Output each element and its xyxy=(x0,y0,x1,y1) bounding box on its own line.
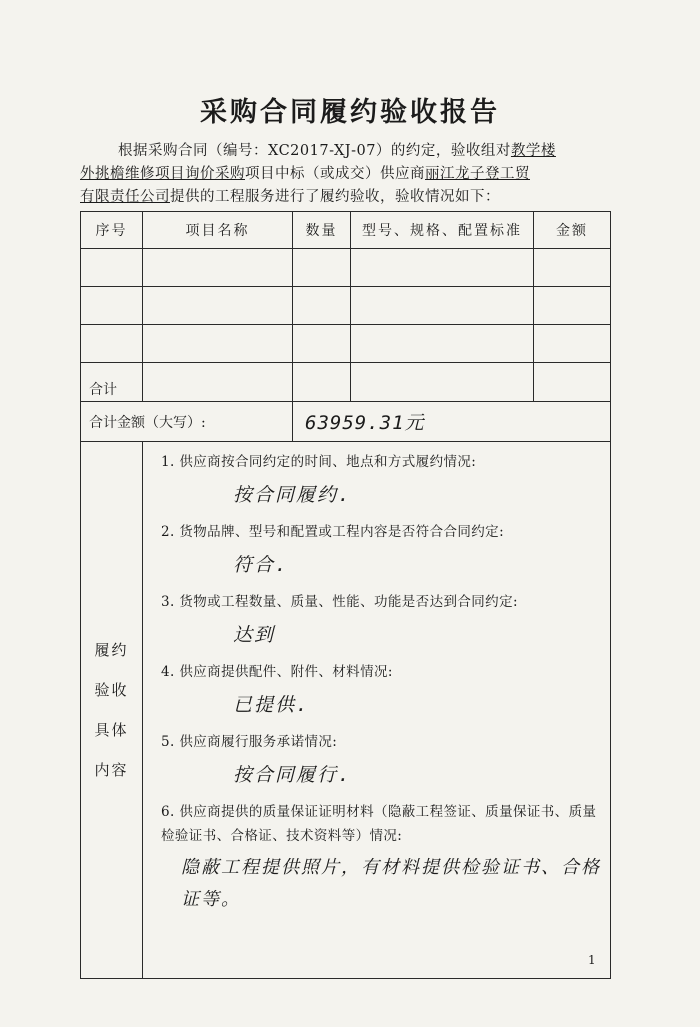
intro-line-1 xyxy=(80,140,615,163)
details-row xyxy=(81,442,611,979)
intro-line-2 xyxy=(80,163,615,186)
intro-line-3 xyxy=(80,186,615,209)
question-2: 2. 货物品牌、型号和配置或工程内容是否符合合同约定: xyxy=(161,524,505,540)
question-6: 6. 供应商提供的质量保证证明材料（隐蔽工程签证、质量保证书、质量检验证书、合格证、技术资料等）情况: xyxy=(161,804,597,844)
supplier-name-underlined: 有限责任公司 xyxy=(80,189,170,205)
intro-text: 项目中标（或成交）供应商 xyxy=(245,166,425,182)
project-name-underlined: 教学楼 xyxy=(510,143,556,159)
table-row xyxy=(81,325,611,363)
total-amount-row xyxy=(81,402,611,442)
answer-6: 隐蔽工程提供照片，有材料提供检验证书、合格证等。 xyxy=(181,857,601,910)
page-number: 1 xyxy=(588,953,596,967)
question-5: 5. 供应商履行服务承诺情况: xyxy=(161,734,338,750)
intro-text: 提供的工程服务进行了履约验收，验收情况如下： xyxy=(170,189,500,205)
answer-4: 已提供. xyxy=(233,694,310,716)
answer-3: 达到 xyxy=(233,624,276,646)
header-spec: 型号、规格、配置标准 xyxy=(351,212,534,249)
project-name-underlined: 外挑檐维修项目询价采购 xyxy=(80,166,245,182)
table-header-row xyxy=(81,212,611,249)
header-amount: 金额 xyxy=(534,212,611,249)
intro-paragraph xyxy=(80,140,615,209)
header-item-name: 项目名称 xyxy=(143,212,293,249)
details-content xyxy=(143,442,611,979)
total-amount-value: 63959.31元 xyxy=(293,402,611,442)
answer-1: 按合同履约. xyxy=(233,484,352,506)
question-3: 3. 货物或工程数量、质量、性能、功能是否达到合同约定: xyxy=(161,594,518,610)
question-4: 4. 供应商提供配件、附件、材料情况: xyxy=(161,664,393,680)
answer-5: 按合同履行. xyxy=(233,764,352,786)
table-row xyxy=(81,249,611,287)
document-title: 采购合同履约验收报告 xyxy=(200,97,500,128)
details-side-label: 履约 验收 具体 内容 xyxy=(81,442,143,979)
header-quantity: 数量 xyxy=(293,212,351,249)
total-row xyxy=(81,363,611,402)
header-serial: 序号 xyxy=(81,212,143,249)
total-label: 合计 xyxy=(81,363,143,402)
supplier-name-underlined: 丽江龙子登工贸 xyxy=(425,166,530,182)
answer-2: 符合. xyxy=(233,554,289,576)
table-row xyxy=(81,287,611,325)
acceptance-table xyxy=(80,211,611,979)
question-1: 1. 供应商按合同约定的时间、地点和方式履约情况: xyxy=(161,454,477,470)
intro-text: 根据采购合同（编号：XC2017-XJ-07）的约定，验收组对 xyxy=(118,143,511,159)
total-amount-label: 合计金额（大写）: xyxy=(81,402,293,442)
